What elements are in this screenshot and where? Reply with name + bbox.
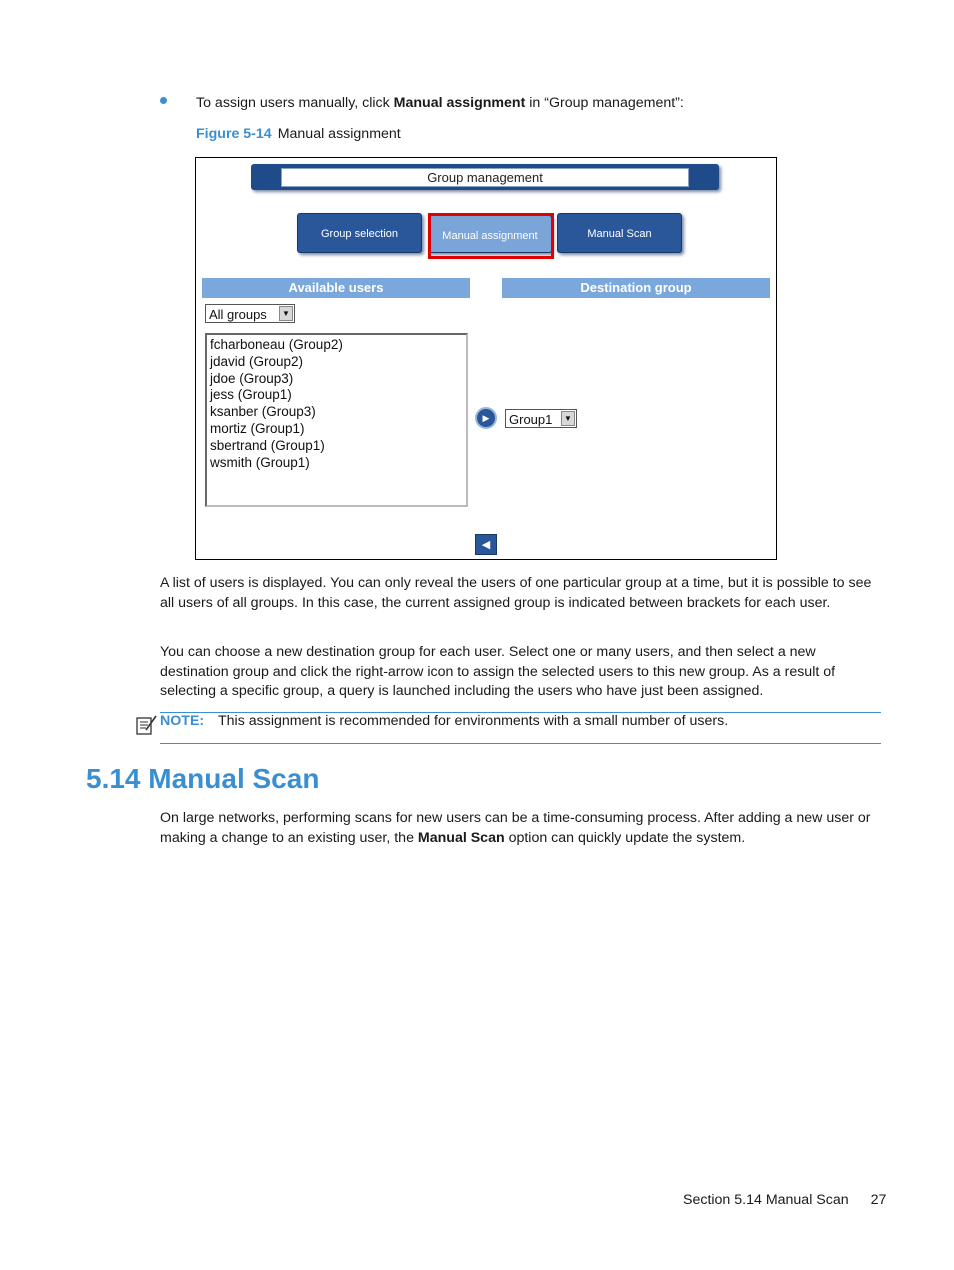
destination-group-select[interactable] bbox=[505, 409, 577, 428]
destination-group-header: Destination group bbox=[502, 278, 770, 298]
note-text: This assignment is recommended for environments with a small number of users. bbox=[218, 713, 729, 729]
back-arrow-icon[interactable]: ◀ bbox=[475, 534, 497, 555]
tab-manual-assignment[interactable]: Manual assignment bbox=[428, 215, 552, 253]
paragraph-users-list: A list of users is displayed. You can only reveal the users of one particular group at a time, but it is possible to see all users of all groups. In this case, the current assigned group is indicated between brackets for each user. bbox=[160, 575, 872, 611]
group-management-bar bbox=[251, 164, 719, 190]
group-filter-select[interactable] bbox=[205, 304, 295, 323]
destination-group-value: Group1 bbox=[509, 412, 553, 427]
page-footer bbox=[683, 1191, 886, 1211]
section-body: On large networks, performing scans for new users can be a time-consuming process. After adding a new user or making a change to an existing user, the Manual Scan option can quickly update the system. bbox=[160, 810, 871, 846]
page-number: 27 bbox=[870, 1192, 887, 1208]
list-item[interactable]: sbertrand (Group1) bbox=[210, 437, 325, 453]
list-item[interactable]: jess (Group1) bbox=[210, 387, 292, 403]
list-item[interactable]: ksanber (Group3) bbox=[210, 404, 316, 420]
group-management-title: Group management bbox=[281, 168, 689, 187]
figure-caption bbox=[196, 125, 401, 145]
list-item[interactable]: fcharboneau (Group2) bbox=[210, 337, 343, 352]
figure-label: Figure 5-14 bbox=[196, 126, 272, 142]
note-icon bbox=[134, 713, 158, 737]
list-item[interactable]: jdavid (Group2) bbox=[210, 353, 304, 369]
section-title: 5.14 Manual Scan bbox=[86, 763, 320, 794]
list-item[interactable]: jdoe (Group3) bbox=[210, 370, 294, 386]
tab-manual-scan[interactable]: Manual Scan bbox=[557, 213, 682, 253]
list-item[interactable]: wsmith (Group1) bbox=[210, 454, 310, 470]
available-users-header: Available users bbox=[202, 278, 470, 298]
footer-section: Section 5.14 Manual Scan bbox=[683, 1192, 849, 1208]
chevron-down-icon: ▼ bbox=[279, 306, 293, 321]
group-filter-value: All groups bbox=[209, 307, 267, 322]
paragraph-destination-group: You can choose a new destination group for each user. Select one or many users, and then select a new destination group and click the right-arrow icon to assign the selected users to this new group. As a result of selecting a specific group, a query is launched including the users who have just been assigned. bbox=[160, 644, 836, 699]
available-users-list[interactable] bbox=[205, 333, 468, 507]
chevron-down-icon: ▼ bbox=[561, 411, 575, 426]
bullet-text: To assign users manually, click Manual assignment in “Group management”: bbox=[196, 95, 684, 111]
tab-group-selection[interactable]: Group selection bbox=[297, 213, 422, 253]
list-item[interactable]: mortiz (Group1) bbox=[210, 420, 305, 436]
figure-caption-text: Manual assignment bbox=[277, 126, 401, 142]
highlight-box bbox=[428, 213, 554, 259]
note-label: NOTE: bbox=[160, 713, 205, 729]
assign-right-arrow-icon[interactable]: ▶ bbox=[475, 407, 497, 429]
figure-manual-assignment bbox=[195, 157, 777, 560]
bullet-dot bbox=[160, 97, 167, 104]
